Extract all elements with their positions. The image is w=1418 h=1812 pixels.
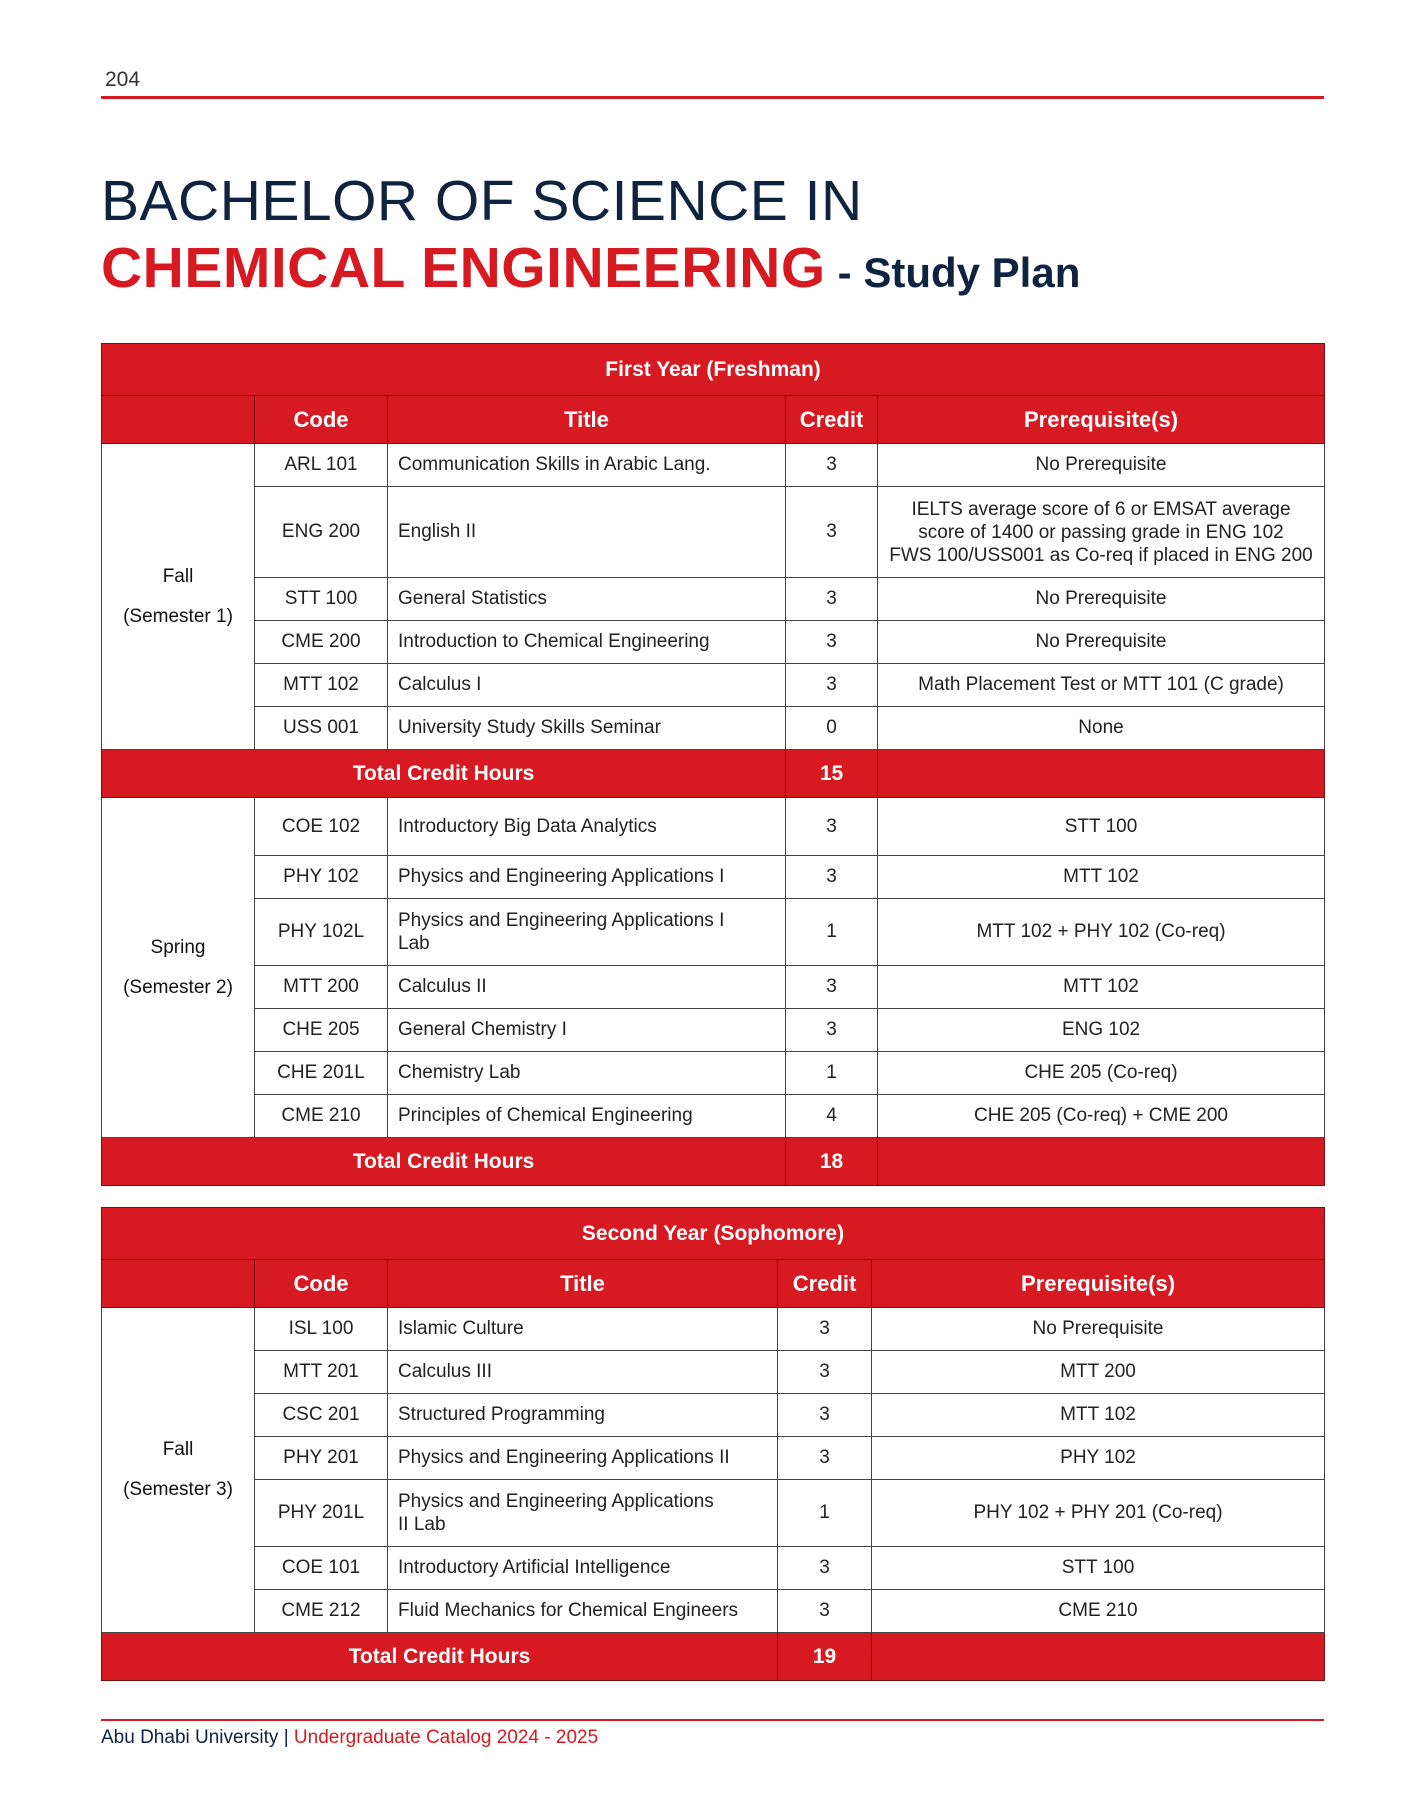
course-prereq: MTT 200 — [872, 1351, 1325, 1394]
course-code: CSC 201 — [255, 1394, 388, 1437]
course-title: Chemistry Lab — [388, 1052, 786, 1095]
course-prereq: CHE 205 (Co-req) + CME 200 — [878, 1095, 1325, 1138]
course-prereq — [878, 487, 1325, 578]
table-row — [102, 1480, 1325, 1547]
total-row — [102, 750, 1325, 798]
course-title: General Statistics — [388, 578, 786, 621]
table-row — [102, 856, 1325, 899]
course-code: CME 212 — [255, 1590, 388, 1633]
course-credit: 3 — [786, 966, 878, 1009]
total-credit: 15 — [786, 750, 878, 798]
header-credit: Credit — [786, 396, 878, 444]
footer-catalog: Undergraduate Catalog 2024 - 2025 — [293, 1727, 599, 1748]
course-prereq: None — [878, 707, 1325, 750]
table-row — [102, 1394, 1325, 1437]
footer — [101, 1727, 598, 1749]
header-credit: Credit — [778, 1260, 872, 1308]
course-code: MTT 201 — [255, 1351, 388, 1394]
course-prereq: No Prerequisite — [878, 621, 1325, 664]
footer-separator: | — [283, 1727, 289, 1748]
semester-number: (Semester 1) — [123, 605, 233, 627]
course-prereq: Math Placement Test or MTT 101 (C grade) — [878, 664, 1325, 707]
course-code: PHY 201L — [255, 1480, 388, 1547]
table-row — [102, 966, 1325, 1009]
course-prereq: CHE 205 (Co-req) — [878, 1052, 1325, 1095]
course-credit: 3 — [786, 487, 878, 578]
total-label: Total Credit Hours — [102, 750, 786, 798]
course-title: Structured Programming — [388, 1394, 778, 1437]
course-prereq: MTT 102 + PHY 102 (Co-req) — [878, 899, 1325, 966]
course-credit: 1 — [786, 899, 878, 966]
first-year-heading: First Year (Freshman) — [102, 344, 1325, 396]
title-subtitle: - Study Plan — [837, 249, 1081, 296]
course-code: COE 102 — [255, 798, 388, 856]
course-code: COE 101 — [255, 1547, 388, 1590]
footer-university: Abu Dhabi University — [101, 1727, 279, 1748]
course-title: Calculus II — [388, 966, 786, 1009]
table-row — [102, 1095, 1325, 1138]
course-title: Communication Skills in Arabic Lang. — [388, 444, 786, 487]
course-credit: 3 — [786, 621, 878, 664]
course-code: STT 100 — [255, 578, 388, 621]
total-credit: 18 — [786, 1138, 878, 1186]
course-credit: 3 — [778, 1547, 872, 1590]
course-credit: 3 — [778, 1308, 872, 1351]
course-prereq: PHY 102 — [872, 1437, 1325, 1480]
course-code: ARL 101 — [255, 444, 388, 487]
course-title — [388, 899, 786, 966]
header-prereq: Prerequisite(s) — [878, 396, 1325, 444]
table-row — [102, 664, 1325, 707]
course-prereq: MTT 102 — [878, 966, 1325, 1009]
prereq-line: score of 1400 or passing grade in ENG 102 — [918, 521, 1284, 543]
course-title: Physics and Engineering Applications I — [388, 856, 786, 899]
table-row — [102, 444, 1325, 487]
table-row — [102, 798, 1325, 856]
course-code: CHE 205 — [255, 1009, 388, 1052]
title-line: Physics and Engineering Applications I — [398, 910, 725, 931]
course-prereq: STT 100 — [878, 798, 1325, 856]
course-credit: 3 — [786, 578, 878, 621]
header-code: Code — [255, 396, 388, 444]
course-title: Islamic Culture — [388, 1308, 778, 1351]
semester-name: Fall — [162, 565, 194, 587]
course-credit: 3 — [786, 444, 878, 487]
course-code: PHY 201 — [255, 1437, 388, 1480]
course-credit: 4 — [786, 1095, 878, 1138]
course-prereq: No Prerequisite — [878, 444, 1325, 487]
table-row — [102, 1437, 1325, 1480]
page-number: 204 — [105, 68, 141, 91]
second-year-table — [101, 1207, 1325, 1681]
course-title: Calculus I — [388, 664, 786, 707]
course-credit: 1 — [778, 1480, 872, 1547]
header-title: Title — [388, 1260, 778, 1308]
title-line: II Lab — [398, 1514, 446, 1535]
header-code: Code — [255, 1260, 388, 1308]
prereq-line: IELTS average score of 6 or EMSAT average — [911, 498, 1291, 520]
table-row — [102, 578, 1325, 621]
course-title — [388, 1480, 778, 1547]
course-title: Introductory Artificial Intelligence — [388, 1547, 778, 1590]
course-title: Principles of Chemical Engineering — [388, 1095, 786, 1138]
table-header-row — [102, 396, 1325, 444]
table-row — [102, 1547, 1325, 1590]
course-credit: 1 — [786, 1052, 878, 1095]
header-title: Title — [388, 396, 786, 444]
course-title: Physics and Engineering Applications II — [388, 1437, 778, 1480]
top-divider — [101, 96, 1324, 99]
course-code: CME 200 — [255, 621, 388, 664]
course-code: MTT 102 — [255, 664, 388, 707]
course-credit: 0 — [786, 707, 878, 750]
table-row — [102, 1351, 1325, 1394]
course-title: English II — [388, 487, 786, 578]
course-title: General Chemistry I — [388, 1009, 786, 1052]
title-line: Lab — [398, 933, 430, 954]
course-code: CHE 201L — [255, 1052, 388, 1095]
course-prereq: No Prerequisite — [872, 1308, 1325, 1351]
table-row — [102, 1052, 1325, 1095]
semester-label — [102, 798, 255, 1138]
first-year-table — [101, 343, 1325, 1186]
course-code: ISL 100 — [255, 1308, 388, 1351]
prereq-line: FWS 100/USS001 as Co-req if placed in ENG 200 — [889, 544, 1313, 566]
course-credit: 3 — [786, 856, 878, 899]
course-title: Introduction to Chemical Engineering — [388, 621, 786, 664]
course-credit: 3 — [786, 1009, 878, 1052]
course-prereq: MTT 102 — [872, 1394, 1325, 1437]
table-row — [102, 1590, 1325, 1633]
course-title: Calculus III — [388, 1351, 778, 1394]
semester-number: (Semester 2) — [123, 976, 233, 998]
course-prereq: PHY 102 + PHY 201 (Co-req) — [872, 1480, 1325, 1547]
table-row — [102, 899, 1325, 966]
course-credit: 3 — [786, 664, 878, 707]
course-prereq: No Prerequisite — [878, 578, 1325, 621]
course-credit: 3 — [778, 1590, 872, 1633]
table-header-row — [102, 1260, 1325, 1308]
semester-label — [102, 1308, 255, 1633]
course-code: MTT 200 — [255, 966, 388, 1009]
course-code: CME 210 — [255, 1095, 388, 1138]
table-row — [102, 487, 1325, 578]
table-row — [102, 1308, 1325, 1351]
course-code: PHY 102 — [255, 856, 388, 899]
table-row — [102, 707, 1325, 750]
course-credit: 3 — [778, 1437, 872, 1480]
course-prereq: STT 100 — [872, 1547, 1325, 1590]
page-title — [101, 168, 1080, 317]
semester-label — [102, 444, 255, 750]
footer-divider — [101, 1719, 1324, 1721]
course-code: ENG 200 — [255, 487, 388, 578]
title-major: CHEMICAL ENGINEERING — [101, 236, 826, 300]
total-credit: 19 — [778, 1633, 872, 1681]
course-title: Fluid Mechanics for Chemical Engineers — [388, 1590, 778, 1633]
course-credit: 3 — [778, 1394, 872, 1437]
total-label: Total Credit Hours — [102, 1633, 778, 1681]
course-title: University Study Skills Seminar — [388, 707, 786, 750]
course-code: PHY 102L — [255, 899, 388, 966]
course-code: USS 001 — [255, 707, 388, 750]
title-line: Physics and Engineering Applications — [398, 1491, 714, 1512]
header-prereq: Prerequisite(s) — [872, 1260, 1325, 1308]
semester-number: (Semester 3) — [123, 1479, 233, 1500]
title-degree: BACHELOR OF SCIENCE IN — [101, 169, 863, 233]
table-row — [102, 1009, 1325, 1052]
course-credit: 3 — [778, 1351, 872, 1394]
course-prereq: MTT 102 — [878, 856, 1325, 899]
table-row — [102, 621, 1325, 664]
total-row — [102, 1633, 1325, 1681]
total-row — [102, 1138, 1325, 1186]
semester-name: Fall — [162, 1439, 194, 1460]
course-title: Introductory Big Data Analytics — [388, 798, 786, 856]
semester-name: Spring — [150, 936, 206, 958]
total-label: Total Credit Hours — [102, 1138, 786, 1186]
course-prereq: ENG 102 — [878, 1009, 1325, 1052]
course-credit: 3 — [786, 798, 878, 856]
second-year-heading: Second Year (Sophomore) — [102, 1208, 1325, 1260]
course-prereq: CME 210 — [872, 1590, 1325, 1633]
